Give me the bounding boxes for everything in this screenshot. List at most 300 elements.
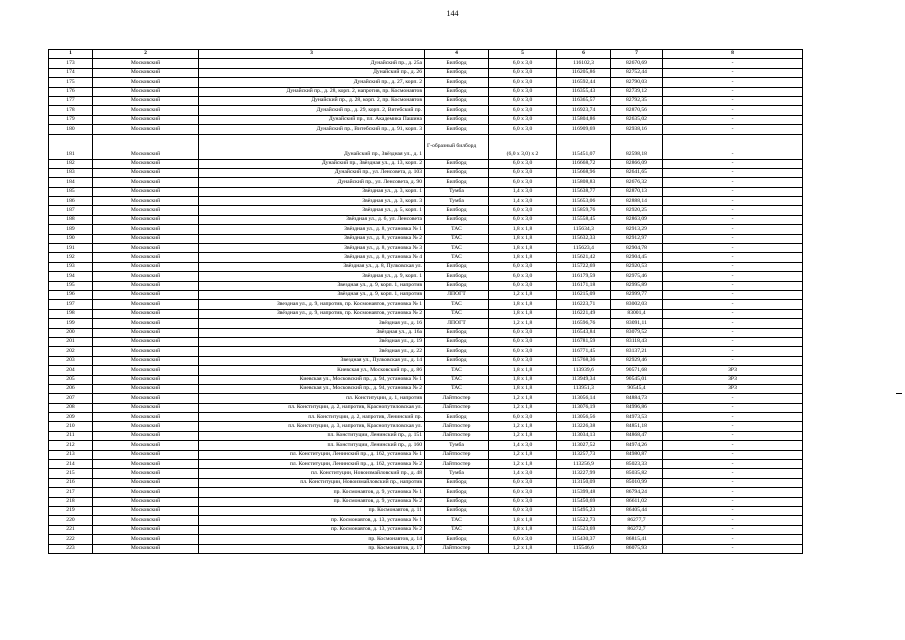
district-cell: Московский: [93, 394, 199, 403]
x-coord-cell: 113076,19: [557, 403, 611, 412]
type-cell: ТАС: [425, 234, 489, 243]
zone-cell: -: [663, 460, 803, 469]
district-cell: Московский: [93, 234, 199, 243]
row-number-cell: 222: [49, 535, 93, 544]
type-cell: ТАС: [425, 384, 489, 393]
table-row: [49, 59, 803, 68]
y-coord-cell: 82641,65: [611, 168, 663, 177]
table-row: [49, 290, 803, 299]
table-row: [49, 309, 803, 318]
type-cell: Билборд: [425, 506, 489, 515]
table-row: [49, 253, 803, 262]
type-cell: Билборд: [425, 215, 489, 224]
table-row: [49, 262, 803, 271]
size-cell: 1,8 x 1,8: [489, 309, 557, 318]
district-cell: Московский: [93, 168, 199, 177]
type-cell: Лайтпостер: [425, 544, 489, 553]
size-cell: 6,0 x 3,0: [489, 159, 557, 168]
type-cell: Билборд: [425, 478, 489, 487]
y-coord-cell: 82792,35: [611, 96, 663, 105]
x-coord-cell: 113056,56: [557, 413, 611, 422]
table-row: [49, 187, 803, 196]
x-coord-cell: 113257,73: [557, 450, 611, 459]
type-cell: Лайтпостер: [425, 450, 489, 459]
table-row: [49, 516, 803, 525]
table-row: [49, 225, 803, 234]
row-number-cell: 215: [49, 469, 93, 478]
zone-cell: -: [663, 525, 803, 534]
zone-cell: -: [663, 159, 803, 168]
table-row: [49, 244, 803, 253]
zone-cell: -: [663, 106, 803, 115]
address-cell: Звёздная ул., д. 8, установка № 4: [199, 253, 425, 262]
size-cell: 6,0 x 3,0: [489, 478, 557, 487]
type-cell: Билборд: [425, 328, 489, 337]
row-number-cell: 191: [49, 244, 93, 253]
address-cell: пл. Конституции, Ленинский пр., д. 160: [199, 441, 425, 450]
address-cell: пл. Конституции, Ленинский пр., д. 162, установка № 2: [199, 460, 425, 469]
column-header: 5: [489, 50, 557, 59]
size-cell: 6,0 x 3,0: [489, 125, 557, 134]
district-cell: Московский: [93, 187, 199, 196]
row-number-cell: 180: [49, 125, 93, 134]
address-cell: Звездная ул., Пулковская ул., д. 14: [199, 356, 425, 365]
district-cell: Московский: [93, 375, 199, 384]
zone-cell: -: [663, 328, 803, 337]
type-cell: Билборд: [425, 262, 489, 271]
column-header: 7: [611, 50, 663, 59]
row-number-cell: 177: [49, 96, 93, 105]
type-cell: Билборд: [425, 59, 489, 68]
table-row: [49, 450, 803, 459]
x-coord-cell: 115859,76: [557, 206, 611, 215]
size-cell: 6,0 x 3,0: [489, 59, 557, 68]
table-row: [49, 178, 803, 187]
size-cell: 6,0 x 3,0: [489, 96, 557, 105]
type-cell: Билборд: [425, 347, 489, 356]
column-header: 6: [557, 50, 611, 59]
table-row: [49, 488, 803, 497]
size-cell: 1,8 x 1,8: [489, 516, 557, 525]
row-number-cell: 193: [49, 262, 93, 271]
x-coord-cell: 115632,33: [557, 234, 611, 243]
address-cell: Дунайский пр., Звёздная ул., д. 1: [199, 134, 425, 159]
table-row: [49, 497, 803, 506]
zone-cell: -: [663, 290, 803, 299]
y-coord-cell: 82870,56: [611, 106, 663, 115]
y-coord-cell: 82913,29: [611, 225, 663, 234]
y-coord-cell: 82739,12: [611, 87, 663, 96]
y-coord-cell: 82929,46: [611, 356, 663, 365]
table-row: [49, 300, 803, 309]
row-number-cell: 194: [49, 272, 93, 281]
zone-cell: -: [663, 215, 803, 224]
address-cell: Дунайский пр., Звёздная ул., д. 13, корп. 2: [199, 159, 425, 168]
zone-cell: ЗРЗ: [663, 366, 803, 375]
zone-cell: -: [663, 197, 803, 206]
address-cell: Дунайский пр., д. 25а: [199, 59, 425, 68]
table-row: [49, 460, 803, 469]
table-row: [49, 413, 803, 422]
address-cell: пр. Космонавтов, д. 9, установка № 1: [199, 488, 425, 497]
address-cell: Дунайский пр., д. 28, корп. 2, напротив, пр. Космонавтов: [199, 87, 425, 96]
y-coord-cell: 85010,99: [611, 478, 663, 487]
y-coord-cell: 86794,24: [611, 488, 663, 497]
x-coord-cell: 113027,52: [557, 441, 611, 450]
type-cell: Билборд: [425, 68, 489, 77]
row-number-cell: 212: [49, 441, 93, 450]
address-cell: Звездная ул., д. 9, напротив, пр. Космонавтов, установка № 1: [199, 300, 425, 309]
district-cell: Московский: [93, 309, 199, 318]
district-cell: Московский: [93, 337, 199, 346]
size-cell: 6,0 x 3,0: [489, 178, 557, 187]
row-number-cell: 214: [49, 460, 93, 469]
type-cell: Билборд: [425, 87, 489, 96]
type-cell: ТАС: [425, 366, 489, 375]
table-row: [49, 134, 803, 159]
type-cell: ТАС: [425, 244, 489, 253]
address-cell: Звёздная ул., д. 8, Пулковская ул.: [199, 262, 425, 271]
size-cell: 6,0 x 3,0: [489, 347, 557, 356]
column-header: 8: [663, 50, 803, 59]
x-coord-cell: 115495,23: [557, 506, 611, 515]
size-cell: 1,2 x 1,8: [489, 460, 557, 469]
y-coord-cell: 83002,03: [611, 300, 663, 309]
row-number-cell: 199: [49, 319, 93, 328]
y-coord-cell: 82920,25: [611, 206, 663, 215]
address-cell: Звёздная ул., д. 22: [199, 347, 425, 356]
size-cell: 6,0 x 3,0: [489, 215, 557, 224]
x-coord-cell: 115634,3: [557, 225, 611, 234]
x-coord-cell: 116365,57: [557, 96, 611, 105]
x-coord-cell: 116215,09: [557, 290, 611, 299]
district-cell: Московский: [93, 68, 199, 77]
type-cell: ТАС: [425, 300, 489, 309]
x-coord-cell: 115808,83: [557, 178, 611, 187]
y-coord-cell: 82790,03: [611, 78, 663, 87]
district-cell: Московский: [93, 134, 199, 159]
size-cell: 6,0 x 3,0: [489, 87, 557, 96]
zone-cell: -: [663, 497, 803, 506]
size-cell: 1,2 x 1,8: [489, 403, 557, 412]
district-cell: Московский: [93, 78, 199, 87]
size-cell: 6,0 x 3,0: [489, 506, 557, 515]
y-coord-cell: 82888,14: [611, 197, 663, 206]
size-cell: 1,8 x 1,8: [489, 366, 557, 375]
zone-cell: -: [663, 59, 803, 68]
size-cell: 6,0 x 3,0: [489, 68, 557, 77]
page-number: 144: [446, 9, 459, 18]
address-cell: Киевская ул., Московский пр., д. 94, установка № 2: [199, 384, 425, 393]
row-number-cell: 183: [49, 168, 93, 177]
x-coord-cell: 115623,4: [557, 244, 611, 253]
type-cell: Лайтпостер: [425, 422, 489, 431]
type-cell: Билборд: [425, 78, 489, 87]
x-coord-cell: 115621,42: [557, 253, 611, 262]
x-coord-cell: 116355,43: [557, 87, 611, 96]
size-cell: 1,2 x 1,8: [489, 544, 557, 553]
y-coord-cell: 82863,09: [611, 215, 663, 224]
size-cell: 6,0 x 3,0: [489, 328, 557, 337]
table-row: [49, 506, 803, 515]
zone-cell: -: [663, 506, 803, 515]
address-cell: пл. Конституции, Ленинский пр., д. 151: [199, 431, 425, 440]
table-row: [49, 106, 803, 115]
row-number-cell: 216: [49, 478, 93, 487]
size-cell: 6,0 x 3,0: [489, 281, 557, 290]
type-cell: Лайтпостер: [425, 403, 489, 412]
table-row: [49, 96, 803, 105]
district-cell: Московский: [93, 525, 199, 534]
district-cell: Московский: [93, 516, 199, 525]
x-coord-cell: 116909,69: [557, 125, 611, 134]
zone-cell: -: [663, 134, 803, 159]
zone-cell: -: [663, 78, 803, 87]
district-cell: Московский: [93, 87, 199, 96]
address-cell: Звёздная ул., д. 16а: [199, 328, 425, 337]
zone-cell: -: [663, 319, 803, 328]
x-coord-cell: 115399,48: [557, 488, 611, 497]
type-cell: Тумба: [425, 441, 489, 450]
x-coord-cell: 116102,3: [557, 59, 611, 68]
size-cell: 6,0 x 3,0: [489, 262, 557, 271]
y-coord-cell: 84868,47: [611, 431, 663, 440]
y-coord-cell: 82635,02: [611, 115, 663, 124]
x-coord-cell: 115668,96: [557, 168, 611, 177]
table-row: [49, 78, 803, 87]
type-cell: Билборд: [425, 96, 489, 105]
size-cell: 1,2 x 1,8: [489, 450, 557, 459]
address-cell: Киевская ул., Московский пр., д. 94, установка № 1: [199, 375, 425, 384]
size-cell: 6,0 x 3,0: [489, 497, 557, 506]
y-coord-cell: 84851,18: [611, 422, 663, 431]
size-cell: 1,4 x 3,0: [489, 441, 557, 450]
table-row: [49, 394, 803, 403]
y-coord-cell: 82995,89: [611, 281, 663, 290]
size-cell: 6,0 x 3,0: [489, 337, 557, 346]
address-cell: Звёздная ул., д. 19: [199, 337, 425, 346]
address-cell: Звёздная ул., д. 8, установка № 1: [199, 225, 425, 234]
size-cell: 1,2 x 1,8: [489, 431, 557, 440]
x-coord-cell: 113226,38: [557, 422, 611, 431]
district-cell: Московский: [93, 488, 199, 497]
zone-cell: -: [663, 244, 803, 253]
column-header: 3: [199, 50, 425, 59]
x-coord-cell: 113951,3: [557, 384, 611, 393]
type-cell: Билборд: [425, 272, 489, 281]
row-number-cell: 182: [49, 159, 93, 168]
type-cell: Билборд: [425, 356, 489, 365]
size-cell: 1,8 x 1,8: [489, 384, 557, 393]
zone-cell: -: [663, 225, 803, 234]
district-cell: Московский: [93, 244, 199, 253]
type-cell: Лайтпостер: [425, 394, 489, 403]
row-number-cell: 219: [49, 506, 93, 515]
row-number-cell: 213: [49, 450, 93, 459]
address-cell: пр. Космонавтов, д. 9, установка № 2: [199, 497, 425, 506]
row-number-cell: 204: [49, 366, 93, 375]
row-number-cell: 186: [49, 197, 93, 206]
district-cell: Московский: [93, 253, 199, 262]
x-coord-cell: 116668,72: [557, 159, 611, 168]
zone-cell: -: [663, 96, 803, 105]
district-cell: Московский: [93, 225, 199, 234]
size-cell: 1,8 x 1,8: [489, 253, 557, 262]
zone-cell: -: [663, 206, 803, 215]
y-coord-cell: 86815,41: [611, 535, 663, 544]
size-cell: 1,8 x 1,8: [489, 244, 557, 253]
header-row: [49, 50, 803, 59]
table-row: [49, 535, 803, 544]
type-cell: ЛПОГТ: [425, 290, 489, 299]
size-cell: 6,0 x 3,0: [489, 115, 557, 124]
row-number-cell: 181: [49, 134, 93, 159]
district-cell: Московский: [93, 125, 199, 134]
table-row: [49, 384, 803, 393]
address-cell: Дунайский пр., ул. Ленсовета, д. 103: [199, 168, 425, 177]
table-row: [49, 356, 803, 365]
zone-cell: -: [663, 441, 803, 450]
table-body: [49, 59, 803, 554]
district-cell: Московский: [93, 413, 199, 422]
y-coord-cell: 82866,09: [611, 159, 663, 168]
address-cell: пл. Конституции, Новоизмайловский пр., напротив: [199, 478, 425, 487]
zone-cell: -: [663, 68, 803, 77]
size-cell: 1,2 x 1,8: [489, 422, 557, 431]
type-cell: Лайтпостер: [425, 460, 489, 469]
y-coord-cell: 86272,7: [611, 525, 663, 534]
address-cell: пл. Конституции, Новоизмайловский пр., д. 48: [199, 469, 425, 478]
table-row: [49, 197, 803, 206]
district-cell: Московский: [93, 441, 199, 450]
table-row: [49, 375, 803, 384]
table-row: [49, 328, 803, 337]
row-number-cell: 218: [49, 497, 93, 506]
row-number-cell: 203: [49, 356, 93, 365]
margin-mark: [896, 393, 902, 394]
type-cell: ТАС: [425, 375, 489, 384]
y-coord-cell: 83079,52: [611, 328, 663, 337]
size-cell: 1,8 x 1,8: [489, 375, 557, 384]
type-cell: Лайтпостер: [425, 431, 489, 440]
type-cell: Билборд: [425, 413, 489, 422]
district-cell: Московский: [93, 478, 199, 487]
zone-cell: -: [663, 187, 803, 196]
address-cell: Дунайский пр., ул. Ленсовета, д. 90: [199, 178, 425, 187]
y-coord-cell: 82999,77: [611, 290, 663, 299]
x-coord-cell: 115451,07: [557, 134, 611, 159]
y-coord-cell: 82920,53: [611, 262, 663, 271]
table-row: [49, 159, 803, 168]
zone-cell: -: [663, 394, 803, 403]
x-coord-cell: 115450,69: [557, 497, 611, 506]
address-cell: Звёздная ул., д. 9, корп. 1: [199, 272, 425, 281]
x-coord-cell: 115430,37: [557, 535, 611, 544]
zone-cell: -: [663, 168, 803, 177]
address-cell: Звёздная ул., д. 3, корп. 3: [199, 197, 425, 206]
address-cell: Киевская ул., Московский пр., д. 86: [199, 366, 425, 375]
type-cell: Билборд: [425, 535, 489, 544]
district-cell: Московский: [93, 96, 199, 105]
address-cell: пл. Конституции, д. 2, напротив, Ленинский пр.: [199, 413, 425, 422]
row-number-cell: 192: [49, 253, 93, 262]
size-cell: 6,0 x 3,0: [489, 535, 557, 544]
x-coord-cell: 113949,34: [557, 375, 611, 384]
row-number-cell: 174: [49, 68, 93, 77]
type-cell: Билборд: [425, 497, 489, 506]
row-number-cell: 217: [49, 488, 93, 497]
x-coord-cell: 115638,77: [557, 187, 611, 196]
address-cell: Дунайский пр., д. 26: [199, 68, 425, 77]
row-number-cell: 190: [49, 234, 93, 243]
y-coord-cell: 90545,4: [611, 384, 663, 393]
district-cell: Московский: [93, 535, 199, 544]
zone-cell: -: [663, 253, 803, 262]
address-cell: Звёздная ул., д. 5, корп. 1: [199, 206, 425, 215]
row-number-cell: 223: [49, 544, 93, 553]
size-cell: 1,4 x 3,0: [489, 469, 557, 478]
row-number-cell: 208: [49, 403, 93, 412]
type-cell: Билборд: [425, 337, 489, 346]
district-cell: Московский: [93, 469, 199, 478]
y-coord-cell: 82938,16: [611, 125, 663, 134]
district-cell: Московский: [93, 262, 199, 271]
x-coord-cell: 115722,69: [557, 262, 611, 271]
column-header: 1: [49, 50, 93, 59]
zone-cell: -: [663, 178, 803, 187]
x-coord-cell: 116171,18: [557, 281, 611, 290]
zone-cell: ЗРЗ: [663, 384, 803, 393]
x-coord-cell: 116179,59: [557, 272, 611, 281]
row-number-cell: 221: [49, 525, 93, 534]
y-coord-cell: 86075,93: [611, 544, 663, 553]
size-cell: 1,8 x 1,8: [489, 225, 557, 234]
district-cell: Московский: [93, 115, 199, 124]
address-cell: Звёздная ул., д. 9, напротив, пр. Космонавтов, установка № 2: [199, 309, 425, 318]
district-cell: Московский: [93, 384, 199, 393]
y-coord-cell: 86277,7: [611, 516, 663, 525]
zone-cell: -: [663, 337, 803, 346]
x-coord-cell: 116923,74: [557, 106, 611, 115]
x-coord-cell: 116543,84: [557, 328, 611, 337]
table-row: [49, 431, 803, 440]
x-coord-cell: 113256,9: [557, 460, 611, 469]
row-number-cell: 179: [49, 115, 93, 124]
size-cell: 1,2 x 1,8: [489, 394, 557, 403]
row-number-cell: 205: [49, 375, 93, 384]
row-number-cell: 196: [49, 290, 93, 299]
type-cell: Билборд: [425, 125, 489, 134]
type-cell: ЛПОГТ: [425, 319, 489, 328]
type-cell: Тумба: [425, 469, 489, 478]
x-coord-cell: 116781,59: [557, 337, 611, 346]
size-cell: 1,8 x 1,8: [489, 525, 557, 534]
row-number-cell: 188: [49, 215, 93, 224]
district-cell: Московский: [93, 450, 199, 459]
row-number-cell: 210: [49, 422, 93, 431]
type-cell: Билборд: [425, 206, 489, 215]
row-number-cell: 189: [49, 225, 93, 234]
type-cell: Тумба: [425, 197, 489, 206]
size-cell: 1,4 x 3,0: [489, 197, 557, 206]
type-cell: Билборд: [425, 115, 489, 124]
zone-cell: -: [663, 431, 803, 440]
table-row: [49, 272, 803, 281]
address-cell: Дунайский пр., Витебский пр., д. 91, корп. 3: [199, 125, 425, 134]
district-cell: Московский: [93, 366, 199, 375]
table-row: [49, 115, 803, 124]
type-cell: Билборд: [425, 106, 489, 115]
